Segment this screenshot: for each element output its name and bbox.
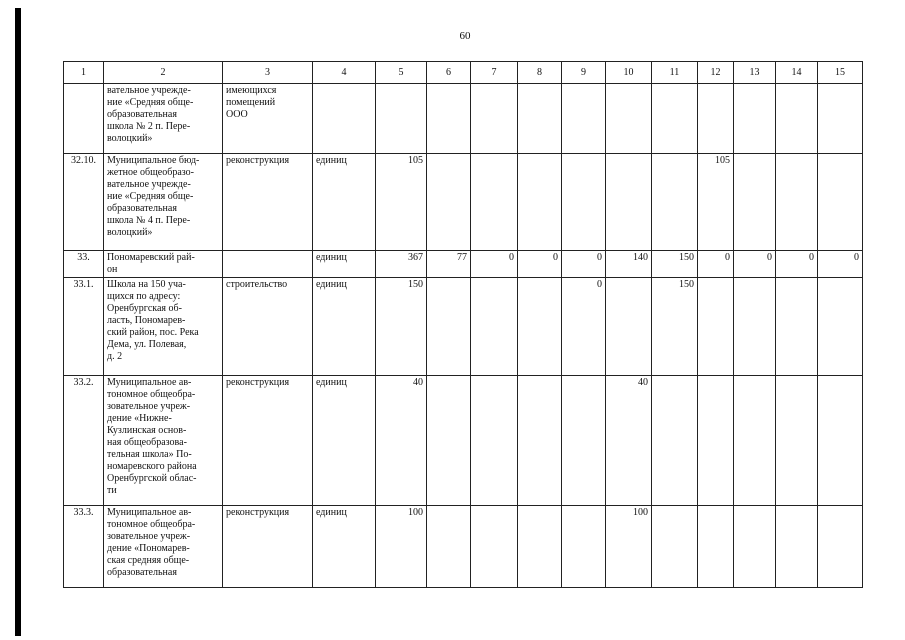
row-value-cell	[471, 376, 518, 506]
column-header: 7	[471, 62, 518, 84]
column-header: 10	[606, 62, 652, 84]
row-name-cell: Школа на 150 уча- щихся по адресу: Оренбургская об- ласть, Пономарев- ский район, пос. Река Дема, ул. Полевая, д. 2	[104, 278, 223, 376]
row-value-cell: 0	[471, 251, 518, 278]
row-value-cell	[471, 84, 518, 154]
row-value-cell	[376, 84, 427, 154]
row-value-cell: 0	[562, 251, 606, 278]
row-value-cell: 40	[606, 376, 652, 506]
row-value-cell	[562, 376, 606, 506]
row-value-cell: 105	[376, 154, 427, 251]
row-value-cell	[776, 154, 818, 251]
row-value-cell	[652, 376, 698, 506]
row-value-cell	[471, 506, 518, 588]
row-value-cell	[698, 506, 734, 588]
row-value-cell	[518, 154, 562, 251]
row-name-cell: Пономаревский рай- он	[104, 251, 223, 278]
row-value-cell	[652, 84, 698, 154]
column-header: 2	[104, 62, 223, 84]
row-value-cell	[818, 84, 863, 154]
row-value-cell	[427, 154, 471, 251]
row-value-cell	[734, 376, 776, 506]
data-table	[63, 61, 863, 588]
row-value-cell	[518, 278, 562, 376]
row-code-cell: 33.	[64, 251, 104, 278]
row-code-cell: 33.2.	[64, 376, 104, 506]
column-header: 4	[313, 62, 376, 84]
row-value-cell: 0	[698, 251, 734, 278]
row-value-cell	[562, 506, 606, 588]
row-value-cell: 0	[562, 278, 606, 376]
row-type-cell: строительство	[223, 278, 313, 376]
row-value-cell: 0	[518, 251, 562, 278]
row-value-cell	[427, 278, 471, 376]
table-row	[64, 84, 863, 154]
table-row	[64, 154, 863, 251]
row-name-cell: Муниципальное бюд- жетное общеобразо- вательное учрежде- ние «Средняя обще- образовательная школа № 4 п. Пере- волоцкий»	[104, 154, 223, 251]
row-value-cell	[818, 506, 863, 588]
row-value-cell: 140	[606, 251, 652, 278]
column-header: 13	[734, 62, 776, 84]
column-header: 9	[562, 62, 606, 84]
row-value-cell	[776, 376, 818, 506]
row-value-cell: 77	[427, 251, 471, 278]
row-unit-cell: единиц	[313, 251, 376, 278]
row-unit-cell: единиц	[313, 376, 376, 506]
row-value-cell	[734, 506, 776, 588]
row-type-cell: имеющихся помещений ООО	[223, 84, 313, 154]
row-unit-cell: единиц	[313, 278, 376, 376]
row-value-cell	[734, 278, 776, 376]
column-header: 12	[698, 62, 734, 84]
row-value-cell	[427, 376, 471, 506]
row-value-cell: 150	[652, 251, 698, 278]
row-type-cell	[223, 251, 313, 278]
row-value-cell: 100	[376, 506, 427, 588]
row-value-cell	[471, 154, 518, 251]
row-value-cell	[818, 278, 863, 376]
column-header: 1	[64, 62, 104, 84]
row-value-cell	[471, 278, 518, 376]
row-value-cell	[562, 154, 606, 251]
row-value-cell	[562, 84, 606, 154]
row-value-cell	[427, 506, 471, 588]
row-value-cell	[652, 506, 698, 588]
row-value-cell: 0	[734, 251, 776, 278]
row-value-cell	[698, 278, 734, 376]
row-value-cell	[818, 154, 863, 251]
table-header-row	[64, 62, 863, 84]
column-header: 8	[518, 62, 562, 84]
row-value-cell	[776, 506, 818, 588]
row-value-cell	[776, 84, 818, 154]
row-unit-cell	[313, 84, 376, 154]
row-type-cell: реконструкция	[223, 376, 313, 506]
row-value-cell: 367	[376, 251, 427, 278]
row-unit-cell: единиц	[313, 506, 376, 588]
row-value-cell	[518, 84, 562, 154]
table-row	[64, 251, 863, 278]
row-name-cell: Муниципальное ав- тономное общеобра- зовательное учреж- дение «Пономарев- ская средняя обще- образовательная	[104, 506, 223, 588]
row-value-cell	[427, 84, 471, 154]
row-code-cell	[64, 84, 104, 154]
row-value-cell: 150	[652, 278, 698, 376]
row-value-cell: 40	[376, 376, 427, 506]
row-type-cell: реконструкция	[223, 506, 313, 588]
binding-edge	[15, 8, 21, 636]
column-header: 11	[652, 62, 698, 84]
row-value-cell	[698, 376, 734, 506]
row-value-cell	[606, 84, 652, 154]
column-header: 15	[818, 62, 863, 84]
row-value-cell: 100	[606, 506, 652, 588]
row-value-cell	[518, 506, 562, 588]
row-value-cell: 0	[818, 251, 863, 278]
row-value-cell	[698, 84, 734, 154]
row-value-cell	[606, 278, 652, 376]
table-row	[64, 376, 863, 506]
row-code-cell: 33.1.	[64, 278, 104, 376]
row-value-cell	[518, 376, 562, 506]
row-value-cell	[606, 154, 652, 251]
column-header: 14	[776, 62, 818, 84]
column-header: 6	[427, 62, 471, 84]
row-name-cell: Муниципальное ав- тономное общеобра- зовательное учреж- дение «Нижне- Кузлинская основ- ная общеобразова- тельная школа» По- номаревского района Оренбургской облас- ти	[104, 376, 223, 506]
row-name-cell: вательное учрежде- ние «Средняя обще- образовательная школа № 2 п. Пере- волоцкий»	[104, 84, 223, 154]
row-code-cell: 32.10.	[64, 154, 104, 251]
page-number: 60	[459, 30, 471, 42]
row-unit-cell: единиц	[313, 154, 376, 251]
row-value-cell	[652, 154, 698, 251]
row-value-cell: 0	[776, 251, 818, 278]
row-code-cell: 33.3.	[64, 506, 104, 588]
row-value-cell: 105	[698, 154, 734, 251]
row-value-cell	[734, 154, 776, 251]
row-type-cell: реконструкция	[223, 154, 313, 251]
row-value-cell	[776, 278, 818, 376]
row-value-cell	[734, 84, 776, 154]
row-value-cell: 150	[376, 278, 427, 376]
table-row	[64, 506, 863, 588]
table-row	[64, 278, 863, 376]
column-header: 3	[223, 62, 313, 84]
row-value-cell	[818, 376, 863, 506]
column-header: 5	[376, 62, 427, 84]
